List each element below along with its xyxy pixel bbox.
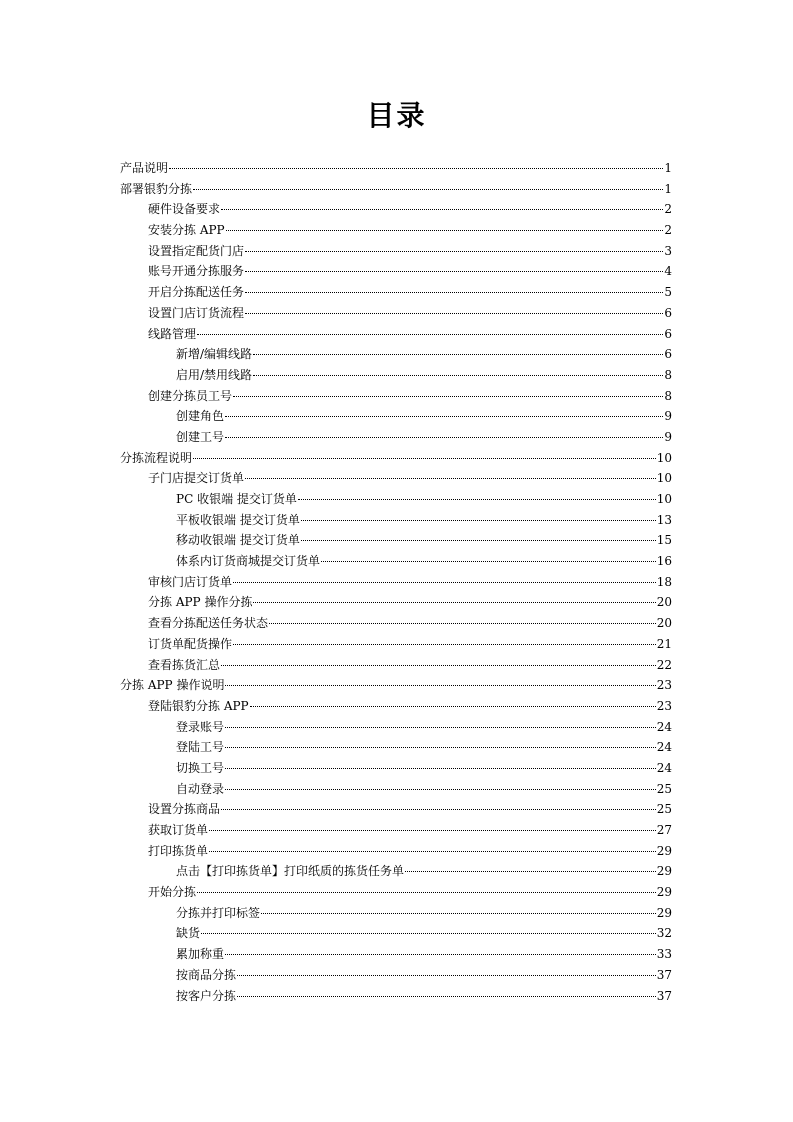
dot-leader — [197, 892, 656, 893]
toc-entry[interactable] — [120, 427, 672, 448]
toc-entry-page-number: 1 — [664, 181, 672, 196]
toc-entry-page-number: 23 — [656, 698, 672, 713]
toc-entry[interactable] — [120, 386, 672, 407]
toc-entry-page-number: 29 — [656, 905, 672, 920]
toc-entry-title: 产品说明 — [120, 161, 169, 175]
dot-leader — [261, 913, 656, 914]
toc-entry[interactable] — [120, 737, 672, 758]
dot-leader — [221, 209, 663, 210]
dot-leader — [225, 768, 656, 769]
toc-entry-page-number: 6 — [664, 305, 672, 320]
toc-entry[interactable] — [120, 324, 672, 345]
toc-entry[interactable] — [120, 882, 672, 903]
dot-leader — [225, 727, 656, 728]
toc-entry-page-number: 20 — [656, 616, 672, 631]
toc-entry-title: 累加称重 — [176, 947, 225, 962]
toc-entry-title: 按商品分拣 — [176, 967, 237, 982]
toc-entry[interactable] — [120, 799, 672, 820]
toc-entry-page-number: 23 — [656, 678, 672, 693]
toc-entry[interactable] — [120, 199, 672, 220]
dot-leader — [193, 189, 663, 190]
dot-leader — [225, 789, 656, 790]
toc-entry-title: 开始分拣 — [148, 885, 197, 900]
toc-entry-page-number: 3 — [664, 243, 672, 258]
toc-entry-page-number: 4 — [664, 264, 672, 279]
dot-leader — [253, 602, 655, 603]
dot-leader — [301, 520, 656, 521]
toc-entry-page-number: 10 — [656, 471, 672, 486]
toc-entry-title: 创建分拣员工号 — [148, 388, 233, 403]
toc-entry-page-number: 10 — [656, 492, 672, 506]
dot-leader — [269, 623, 656, 624]
toc-entry-page-number: 6 — [664, 326, 672, 341]
dot-leader — [193, 458, 656, 459]
toc-entry-page-number: 37 — [656, 988, 672, 1003]
toc-entry-title: 分拣并打印标签 — [176, 905, 261, 920]
dot-leader — [245, 292, 663, 293]
toc-entry-title: 设置分拣商品 — [148, 802, 221, 817]
dot-leader — [225, 747, 656, 748]
dot-leader — [225, 437, 663, 438]
toc-entry-title: 账号开通分拣服务 — [148, 264, 245, 279]
dot-leader — [226, 230, 664, 231]
toc-entry-page-number: 6 — [664, 347, 672, 362]
toc-entry[interactable] — [120, 903, 672, 924]
dot-leader — [233, 396, 663, 397]
toc-entry-title: 线路管理 — [148, 326, 197, 341]
toc-entry[interactable] — [120, 448, 672, 469]
dot-leader — [197, 334, 663, 335]
toc-entry-title: 创建工号 — [176, 429, 225, 444]
toc-entry[interactable] — [120, 717, 672, 738]
dot-leader — [201, 933, 656, 934]
toc-entry-page-number: 32 — [656, 926, 672, 941]
toc-entry-page-number: 21 — [656, 636, 672, 651]
dot-leader — [225, 416, 663, 417]
toc-entry-title: 登录账号 — [176, 719, 225, 734]
dot-leader — [245, 313, 663, 314]
toc-entry-title: 打印拣货单 — [148, 843, 209, 858]
page-title: 目录 — [366, 99, 427, 132]
dot-leader — [298, 499, 656, 500]
toc-entry-page-number: 9 — [664, 409, 672, 424]
toc-entry[interactable] — [120, 365, 672, 386]
toc-entry[interactable] — [120, 158, 672, 179]
dot-leader — [245, 271, 663, 272]
toc-entry[interactable] — [120, 468, 672, 489]
toc-entry-page-number: 24 — [656, 719, 672, 734]
dot-leader — [209, 830, 656, 831]
dot-leader — [237, 996, 656, 997]
dot-leader — [169, 168, 663, 169]
toc-entry[interactable] — [120, 779, 672, 800]
toc-entry[interactable] — [120, 406, 672, 427]
dot-leader — [233, 644, 656, 645]
dot-leader — [321, 561, 656, 562]
dot-leader — [221, 809, 656, 810]
toc-entry[interactable] — [120, 944, 672, 965]
toc-entry[interactable] — [120, 675, 672, 696]
toc-entry-page-number: 25 — [656, 781, 672, 796]
toc-entry-page-number: 9 — [664, 429, 672, 444]
toc-entry-title: 审核门店订货单 — [148, 574, 233, 589]
toc-entry-page-number: 1 — [664, 161, 672, 175]
toc-entry-title: 移动收银端 提交订货单 — [176, 533, 300, 548]
toc-entry[interactable] — [120, 220, 672, 241]
toc-entry-title: 新增/编辑线路 — [176, 347, 253, 362]
toc-entry[interactable] — [120, 241, 672, 262]
toc-entry-page-number: 27 — [656, 823, 672, 837]
toc-entry[interactable] — [120, 634, 672, 655]
toc-entry-page-number: 15 — [656, 533, 672, 548]
toc-entry-title: 设置门店订货流程 — [148, 305, 245, 320]
dot-leader — [245, 251, 663, 252]
dot-leader — [253, 354, 663, 355]
toc-entry-title: 子门店提交订货单 — [148, 471, 245, 486]
toc-entry-title: 平板收银端 提交订货单 — [176, 512, 300, 527]
dot-leader — [245, 478, 656, 479]
toc-entry-title: 获取订货单 — [148, 823, 209, 837]
dot-leader — [253, 375, 663, 376]
toc-entry[interactable] — [120, 592, 672, 613]
toc-entry-title: 缺货 — [176, 926, 201, 941]
dot-leader — [233, 582, 656, 583]
toc-entry[interactable] — [120, 820, 672, 841]
toc-entry-title: 启用/禁用线路 — [176, 367, 253, 382]
toc-entry-title: 查看拣货汇总 — [148, 657, 221, 672]
toc-entry[interactable] — [120, 179, 672, 200]
dot-leader — [209, 851, 656, 852]
toc-entry-title: 设置指定配货门店 — [148, 243, 245, 258]
toc-entry-page-number: 25 — [656, 802, 672, 817]
toc-entry[interactable] — [120, 696, 672, 717]
toc-entry-page-number: 37 — [656, 967, 672, 982]
dot-leader — [225, 954, 656, 955]
toc-entry-title: 开启分拣配送任务 — [148, 285, 245, 300]
toc-entry-title: PC 收银端 提交订货单 — [176, 492, 297, 506]
toc-entry-title: 分拣 APP 操作分拣 — [148, 595, 253, 610]
toc-entry-title: 部署银豹分拣 — [120, 181, 193, 196]
toc-entry[interactable] — [120, 344, 672, 365]
toc-entry-title: 点击【打印拣货单】打印纸质的拣货任务单 — [176, 864, 405, 879]
toc-entry-title: 登陆工号 — [176, 740, 225, 755]
toc-entry[interactable] — [120, 923, 672, 944]
toc-entry-title: 分拣 APP 操作说明 — [120, 678, 225, 693]
toc-entry-title: 分拣流程说明 — [120, 450, 193, 465]
toc-entry-page-number: 33 — [656, 947, 672, 962]
dot-leader — [301, 540, 656, 541]
toc-entry-page-number: 22 — [656, 657, 672, 672]
toc-entry-page-number: 5 — [664, 285, 672, 300]
dot-leader — [405, 871, 656, 872]
dot-leader — [225, 685, 655, 686]
toc-entry-page-number: 16 — [656, 554, 672, 569]
toc-entry[interactable] — [120, 489, 672, 510]
toc-entry[interactable] — [120, 655, 672, 676]
toc-entry[interactable] — [120, 282, 672, 303]
toc-entry-title: 按客户分拣 — [176, 988, 237, 1003]
toc-entry[interactable] — [120, 530, 672, 551]
dot-leader — [237, 975, 656, 976]
toc-entry-title: 安装分拣 APP — [148, 223, 225, 238]
toc-entry-title: 订货单配货操作 — [148, 636, 233, 651]
toc-entry-title: 自动登录 — [176, 781, 225, 796]
toc-entry[interactable] — [120, 841, 672, 862]
toc-entry[interactable] — [120, 965, 672, 986]
toc-entry[interactable] — [120, 572, 672, 593]
toc-entry-page-number: 18 — [656, 574, 672, 589]
toc-entry-page-number: 20 — [656, 595, 672, 610]
toc-entry-page-number: 2 — [664, 202, 672, 217]
toc-entry[interactable] — [120, 510, 672, 531]
toc-entry-page-number: 2 — [664, 223, 672, 238]
toc-entry-page-number: 29 — [656, 843, 672, 858]
toc-entry[interactable] — [120, 261, 672, 282]
toc-entry-title: 查看分拣配送任务状态 — [148, 616, 269, 631]
toc-entry[interactable] — [120, 551, 672, 572]
toc-entry[interactable] — [120, 861, 672, 882]
dot-leader — [221, 665, 656, 666]
toc-entry-title: 创建角色 — [176, 409, 225, 424]
toc-entry-page-number: 13 — [656, 512, 672, 527]
toc-entry-page-number: 29 — [656, 885, 672, 900]
toc-entry[interactable] — [120, 986, 672, 1007]
toc-entry[interactable] — [120, 758, 672, 779]
dot-leader — [250, 706, 656, 707]
toc-entry-title: 体系内订货商城提交订货单 — [176, 554, 321, 569]
toc-entry-page-number: 8 — [664, 367, 672, 382]
toc-entry-page-number: 29 — [656, 864, 672, 879]
toc-entry-title: 切换工号 — [176, 760, 225, 775]
toc-entry-page-number: 24 — [656, 760, 672, 775]
toc-entry-page-number: 10 — [656, 450, 672, 465]
toc-entry-title: 登陆银豹分拣 APP — [148, 698, 249, 713]
table-of-contents — [120, 158, 672, 1006]
toc-entry[interactable] — [120, 303, 672, 324]
toc-entry[interactable] — [120, 613, 672, 634]
toc-entry-title: 硬件设备要求 — [148, 202, 221, 217]
toc-entry-page-number: 24 — [656, 740, 672, 755]
toc-entry-page-number: 8 — [664, 388, 672, 403]
